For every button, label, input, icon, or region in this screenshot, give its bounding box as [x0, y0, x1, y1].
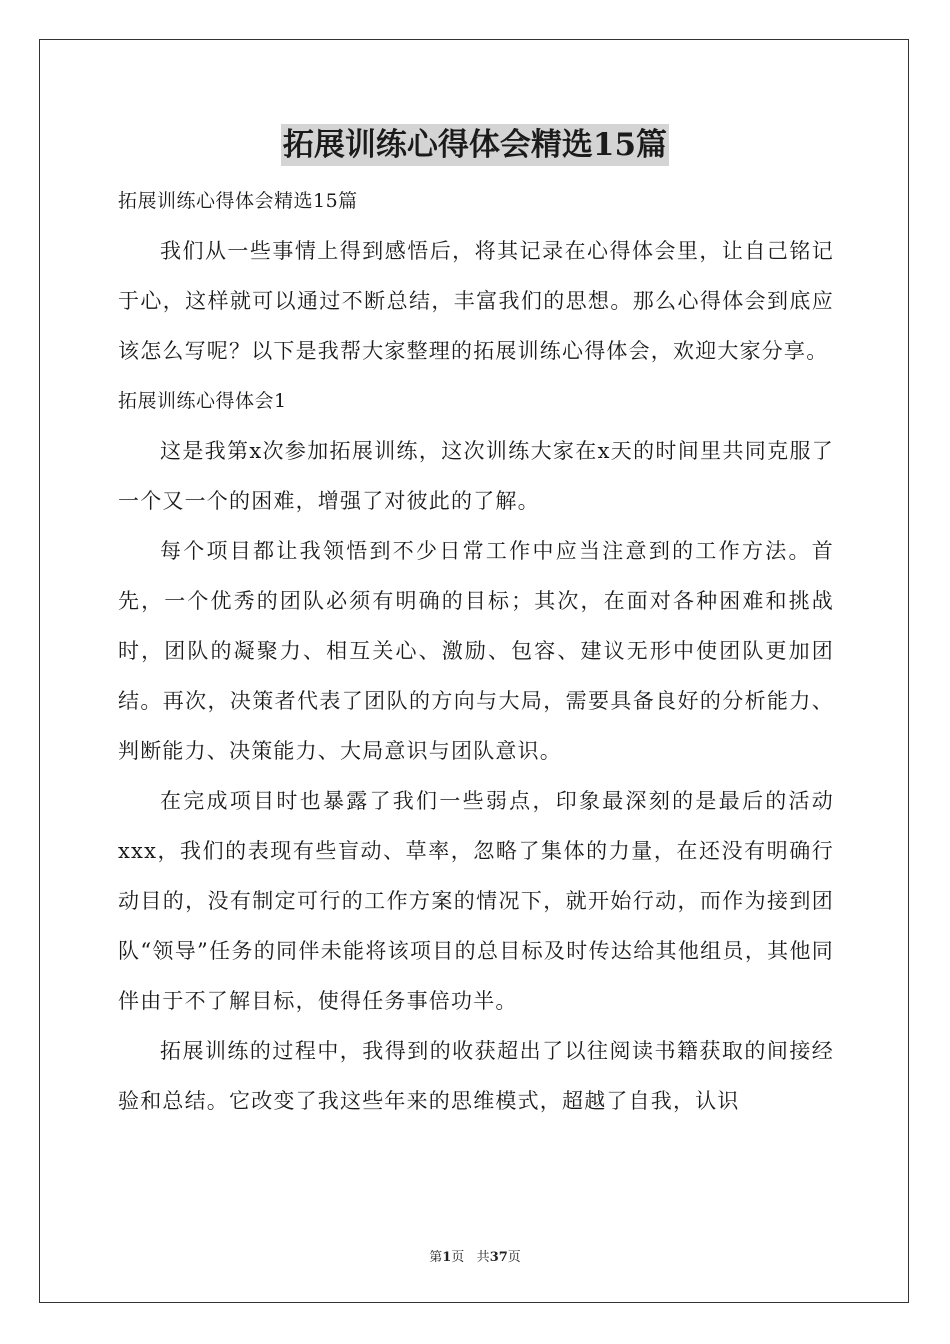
document-title: 拓展训练心得体会精选15篇: [281, 124, 669, 166]
total-suffix: 页: [507, 1250, 521, 1265]
title-container: [0, 124, 950, 166]
document-subtitle: 拓展训练心得体会精选15篇: [118, 190, 358, 212]
total-pages: 37: [489, 1250, 508, 1265]
paragraph-intro: 我们从一些事情上得到感悟后，将其记录在心得体会里，让自己铭记于心，这样就可以通过不断总结，丰富我们的思想。那么心得体会到底应该怎么写呢？以下是我帮大家整理的拓展训练心得体会，欢迎大家分享。: [118, 239, 834, 363]
page-suffix: 页: [451, 1250, 465, 1265]
page-footer: [0, 1246, 950, 1265]
document-body: [118, 176, 834, 1126]
paragraph-4: 拓展训练的过程中，我得到的收获超出了以往阅读书籍获取的间接经验和总结。它改变了我这些年来的思维模式，超越了自我，认识: [118, 1039, 834, 1113]
paragraph-3: 在完成项目时也暴露了我们一些弱点，印象最深刻的是最后的活动xxx，我们的表现有些盲动、草率，忽略了集体的力量，在还没有明确行动目的，没有制定可行的工作方案的情况下，就开始行动，而作为接到团队“领导”任务的同伴未能将该项目的总目标及时传达给其他组员，其他同伴由于不了解目标，使得任务事倍功半。: [118, 789, 834, 1013]
total-prefix: 共: [476, 1250, 490, 1265]
paragraph-1: 这是我第x次参加拓展训练，这次训练大家在x天的时间里共同克服了一个又一个的困难，增强了对彼此的了解。: [118, 439, 834, 513]
section-heading-1: 拓展训练心得体会1: [118, 390, 287, 412]
page-number: 1: [442, 1250, 452, 1265]
paragraph-2: 每个项目都让我领悟到不少日常工作中应当注意到的工作方法。首先，一个优秀的团队必须有明确的目标；其次，在面对各种困难和挑战时，团队的凝聚力、相互关心、激励、包容、建议无形中使团队更加团结。再次，决策者代表了团队的方向与大局，需要具备良好的分析能力、判断能力、决策能力、大局意识与团队意识。: [118, 539, 834, 763]
page-prefix: 第: [429, 1250, 443, 1265]
